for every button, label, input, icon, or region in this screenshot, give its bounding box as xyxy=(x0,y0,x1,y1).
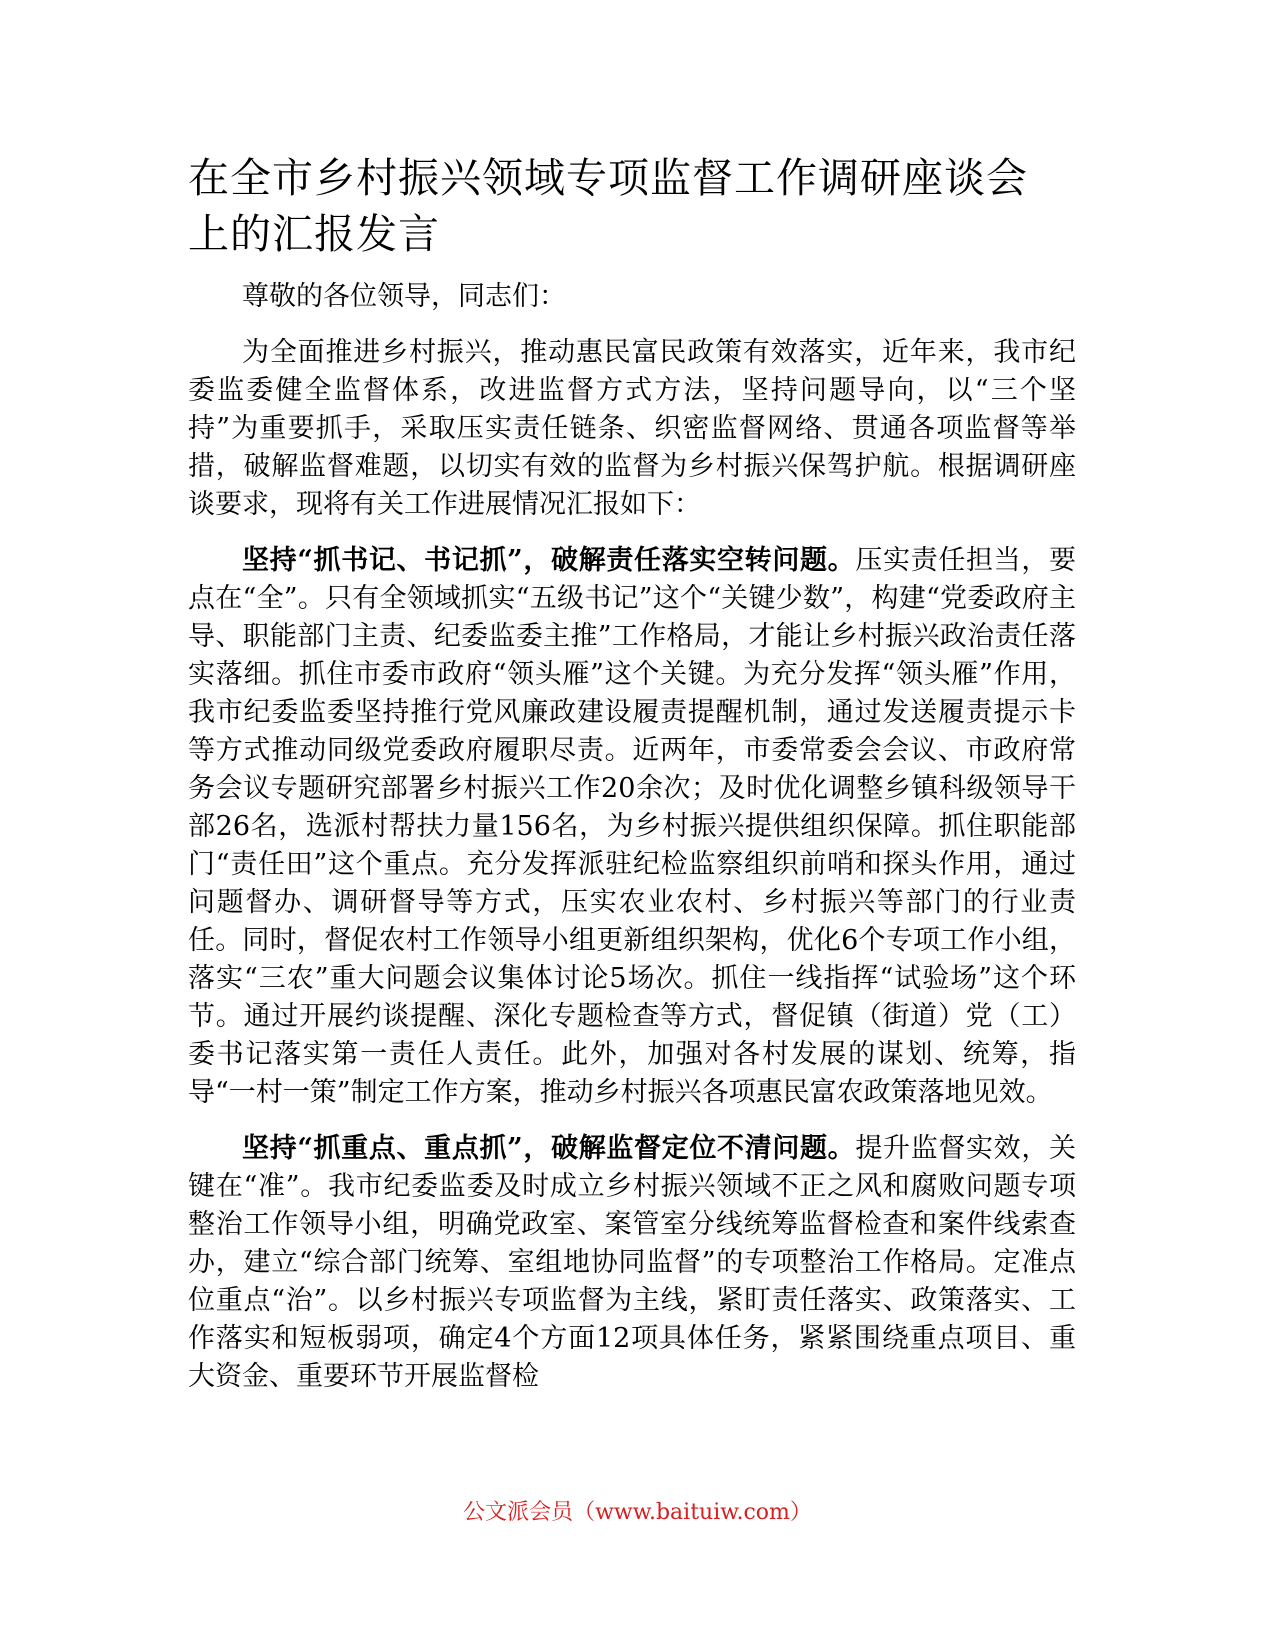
salutation: 尊敬的各位领导，同志们： xyxy=(242,281,566,312)
footer-watermark: 公文派会员（www.baituiw.com） xyxy=(463,1500,812,1525)
document-body xyxy=(188,278,1076,1414)
section-paragraph-2 xyxy=(188,1130,1076,1396)
section-text-2: 提升监督实效，关键在“准”。我市纪委监委及时成立乡村振兴领域不正之风和腐败问题专项整治工作领导小组，明确党政室、案管室分线统筹监督检查和案件线索查办，建立“综合部门统筹、室组地协同监督”的专项整治工作格局。定准点位重点“治”。以乡村振兴专项监督为主线，紧盯责任落实、政策落实、工作落实和短板弱项，确定4个方面12项具体任务，紧紧围绕重点项目、重大资金、重要环节开展监督检 xyxy=(188,1133,1077,1392)
section-paragraph-1 xyxy=(188,542,1076,1112)
document-title: 在全市乡村振兴领域专项监督工作调研座谈会上的汇报发言 xyxy=(188,154,1028,258)
section-heading-2: 坚持“抓重点、重点抓”，破解监督定位不清问题。 xyxy=(242,1133,856,1164)
section-heading-1: 坚持“抓书记、书记抓”，破解责任落实空转问题。 xyxy=(242,545,856,576)
section-text-1: 压实责任担当，要点在“全”。只有全领域抓实“五级书记”这个“关键少数”，构建“党委政府主导、职能部门主责、纪委监委主推”工作格局，才能让乡村振兴政治责任落实落细。抓住市委市政府“领头雁”这个关键。为充分发挥“领头雁”作用，我市纪委监委坚持推行党风廉政建设履责提醒机制，通过发送履责提示卡等方式推动同级党委政府履职尽责。近两年，市委常委会会议、市政府常务会议专题研究部署乡村振兴工作20余次；及时优化调整乡镇科级领导干部26名，选派村帮扶力量156名，为乡村振兴提供组织保障。抓住职能部门“责任田”这个重点。充分发挥派驻纪检监察组织前哨和探头作用，通过问题督办、调研督导等方式，压实农业农村、乡村振兴等部门的行业责任。同时，督促农村工作领导小组更新组织架构，优化6个专项工作小组，落实“三农”重大问题会议集体讨论5场次。抓住一线指挥“试验场”这个环节。通过开展约谈提醒、深化专题检查等方式，督促镇（街道）党（工）委书记落实第一责任人责任。此外，加强对各村发展的谋划、统筹，指导“一村一策”制定工作方案，推动乡村振兴各项惠民富农政策落地见效。 xyxy=(188,545,1077,1108)
intro-paragraph: 为全面推进乡村振兴，推动惠民富民政策有效落实，近年来，我市纪委监委健全监督体系，改进监督方式方法，坚持问题导向，以“三个坚持”为重要抓手，采取压实责任链条、织密监督网络、贯通各项监督等举措，破解监督难题，以切实有效的监督为乡村振兴保驾护航。根据调研座谈要求，现将有关工作进展情况汇报如下： xyxy=(188,337,1076,520)
